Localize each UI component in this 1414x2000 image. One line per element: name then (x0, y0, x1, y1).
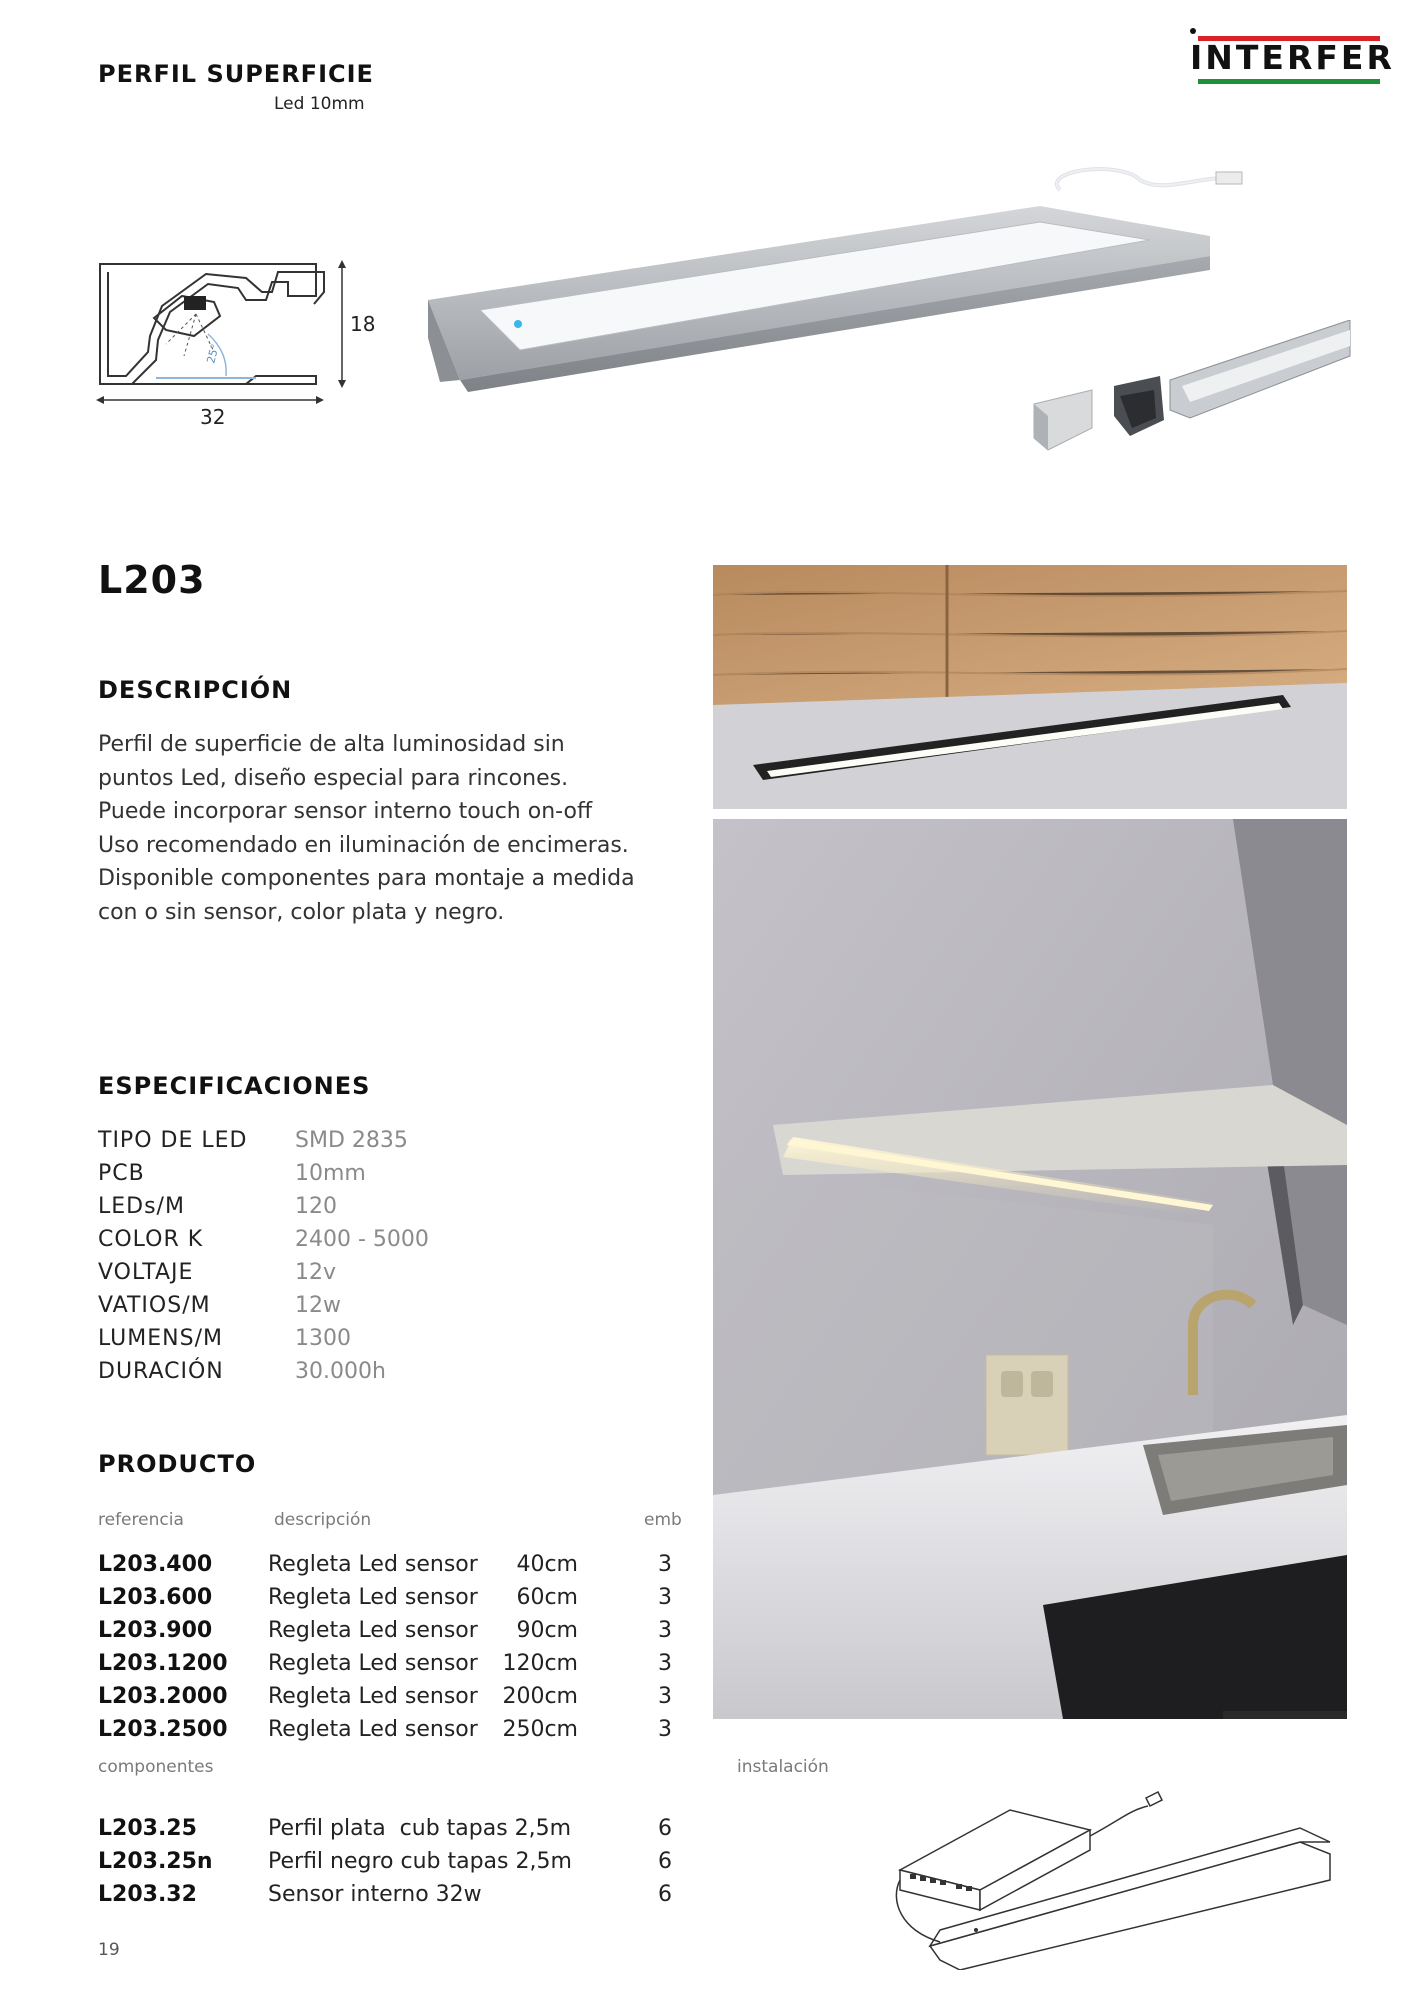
profile-cross-section-diagram (96, 256, 376, 426)
component-row (98, 1882, 688, 1915)
spec-value: 30.000h (295, 1359, 386, 1384)
table-row (98, 1618, 688, 1651)
spec-key: COLOR K (98, 1227, 204, 1252)
row-emb: 3 (658, 1651, 672, 1676)
model-code: L203 (98, 558, 206, 602)
row-reference: L203.400 (98, 1552, 213, 1577)
logo-green-stripe (1198, 79, 1380, 84)
component-reference: L203.25n (98, 1849, 213, 1874)
page-subtitle: Led 10mm (274, 94, 365, 114)
width-dimension: 32 (200, 405, 226, 426)
brand-logo (1190, 28, 1395, 86)
page-title: PERFIL SUPERFICIE (98, 60, 374, 88)
component-description: Sensor interno 32w (268, 1882, 482, 1907)
component-description: Perfil negro cub tapas 2,5m (268, 1849, 572, 1874)
description-heading: DESCRIPCIÓN (98, 676, 293, 704)
row-reference: L203.900 (98, 1618, 213, 1643)
row-reference: L203.2000 (98, 1684, 228, 1709)
component-row (98, 1816, 688, 1849)
row-emb: 3 (658, 1552, 672, 1577)
spec-row (98, 1194, 558, 1227)
spec-key: VATIOS/M (98, 1293, 211, 1318)
spec-value: 12w (295, 1293, 341, 1318)
component-emb: 6 (658, 1882, 672, 1907)
spec-key: LUMENS/M (98, 1326, 223, 1351)
description-text (98, 728, 638, 929)
spec-value: 12v (295, 1260, 337, 1285)
spec-row (98, 1293, 558, 1326)
column-header-reference: referencia (98, 1510, 184, 1530)
spec-value: 1300 (295, 1326, 351, 1351)
spec-key: LEDs/M (98, 1194, 185, 1219)
spec-key: DURACIÓN (98, 1359, 224, 1384)
kitchen-installation-photo (713, 565, 1347, 1719)
row-reference: L203.1200 (98, 1651, 228, 1676)
spec-row (98, 1161, 558, 1194)
product-heading: PRODUCTO (98, 1450, 257, 1478)
table-row (98, 1684, 688, 1717)
component-emb: 6 (658, 1849, 672, 1874)
installation-label: instalación (737, 1757, 829, 1777)
spec-row (98, 1128, 558, 1161)
row-length: 60cm (516, 1585, 578, 1610)
row-emb: 3 (658, 1585, 672, 1610)
description-line: con o sin sensor, color plata y negro. (98, 899, 505, 925)
description-line: Perfil de superficie de alta luminosidad sin (98, 732, 565, 757)
row-description: Regleta Led sensor (268, 1651, 478, 1676)
spec-row (98, 1227, 558, 1260)
row-reference: L203.600 (98, 1585, 213, 1610)
spec-value: 120 (295, 1194, 337, 1219)
logo-wordmark: INTERFER (1190, 38, 1395, 77)
page-number: 19 (98, 1940, 120, 1960)
spec-key: PCB (98, 1161, 145, 1186)
components-label: componentes (98, 1757, 214, 1777)
spec-key: TIPO DE LED (98, 1128, 248, 1153)
specs-heading: ESPECIFICACIONES (98, 1072, 371, 1100)
component-row (98, 1849, 688, 1882)
row-length: 250cm (502, 1717, 578, 1742)
table-row (98, 1585, 688, 1618)
description-line: Puede incorporar sensor interno touch on-off (98, 799, 593, 824)
logo-dot (1190, 28, 1196, 34)
table-row (98, 1552, 688, 1585)
spec-value: SMD 2835 (295, 1128, 408, 1153)
description-line: Uso recomendado en iluminación de encimeras. (98, 832, 629, 858)
installation-diagram (880, 1770, 1340, 1970)
row-description: Regleta Led sensor (268, 1585, 478, 1610)
spec-value: 2400 - 5000 (295, 1227, 429, 1252)
component-reference: L203.32 (98, 1882, 197, 1907)
row-description: Regleta Led sensor (268, 1618, 478, 1643)
description-line: Disponible componentes para montaje a medida (98, 866, 635, 891)
spec-row (98, 1260, 558, 1293)
height-dimension: 18 (350, 312, 376, 336)
row-description: Regleta Led sensor (268, 1717, 478, 1742)
spec-value: 10mm (295, 1161, 366, 1186)
row-emb: 3 (658, 1717, 672, 1742)
row-length: 120cm (502, 1651, 578, 1676)
spec-key: VOLTAJE (98, 1260, 194, 1285)
table-row (98, 1717, 688, 1750)
spec-row (98, 1326, 558, 1359)
row-length: 200cm (502, 1684, 578, 1709)
row-description: Regleta Led sensor (268, 1684, 478, 1709)
table-row (98, 1651, 688, 1684)
component-description: Perfil plata cub tapas 2,5m (268, 1816, 572, 1841)
component-emb: 6 (658, 1816, 672, 1841)
row-length: 90cm (516, 1618, 578, 1643)
column-header-emb: emb (644, 1510, 682, 1530)
spec-row (98, 1359, 558, 1392)
component-reference: L203.25 (98, 1816, 197, 1841)
description-line: puntos Led, diseño especial para rincones. (98, 765, 569, 791)
row-emb: 3 (658, 1684, 672, 1709)
components-image (1020, 320, 1360, 480)
row-description: Regleta Led sensor (268, 1552, 478, 1577)
row-reference: L203.2500 (98, 1717, 228, 1742)
angle-label: 25° (204, 342, 222, 365)
row-emb: 3 (658, 1618, 672, 1643)
column-header-description: descripción (274, 1510, 372, 1530)
row-length: 40cm (516, 1552, 578, 1577)
